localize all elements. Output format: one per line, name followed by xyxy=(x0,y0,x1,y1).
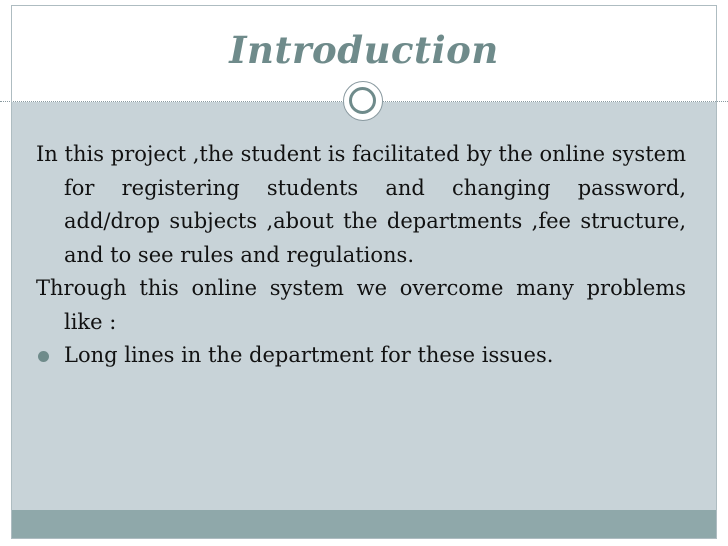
slide-body xyxy=(36,138,686,373)
inner-ring-icon xyxy=(349,87,376,114)
body-paragraph-intro: In this project ,the student is facilitated by the online system for registering students and changing password, add/drop subjects ,about the departments ,fee structure, and to see rules and regulations. xyxy=(36,142,686,267)
slide-title: Introduction xyxy=(229,28,499,72)
bullet-text: Long lines in the department for these issues. xyxy=(64,343,554,367)
circle-ornament-icon xyxy=(343,81,383,121)
bullet-dot-icon xyxy=(38,351,49,362)
bullet-item xyxy=(36,339,686,373)
body-paragraph-problems: Through this online system we overcome many problems like : xyxy=(36,276,686,334)
